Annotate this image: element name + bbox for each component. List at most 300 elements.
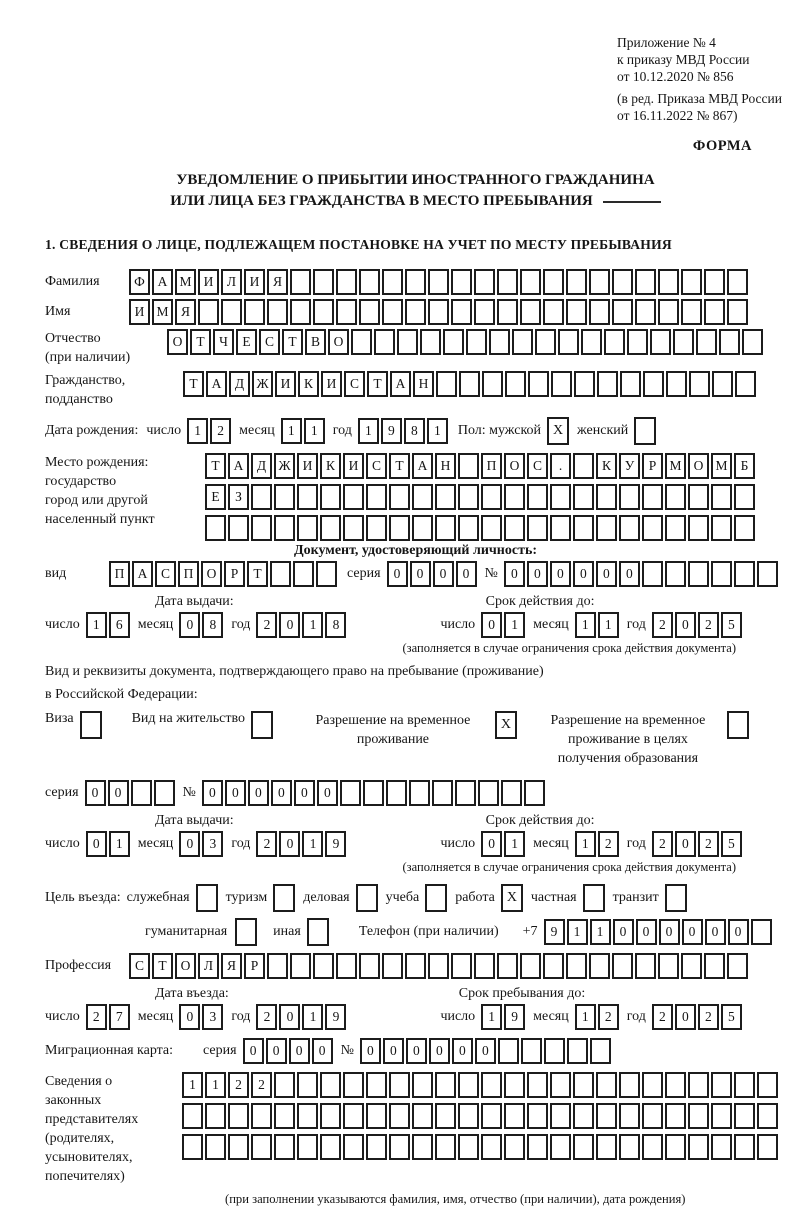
form-cell[interactable]: [412, 515, 433, 541]
form-cell[interactable]: [757, 1103, 778, 1129]
form-cell[interactable]: 0: [279, 612, 300, 638]
form-cell[interactable]: [366, 484, 387, 510]
form-cell[interactable]: 2: [652, 612, 673, 638]
form-cell[interactable]: [596, 484, 617, 510]
form-cell[interactable]: [521, 1038, 542, 1064]
form-cell[interactable]: [196, 884, 218, 912]
form-cell[interactable]: [267, 953, 288, 979]
form-cell[interactable]: [290, 953, 311, 979]
form-cell[interactable]: [274, 1134, 295, 1160]
form-cell[interactable]: [751, 919, 772, 945]
form-cell[interactable]: 0: [429, 1038, 450, 1064]
form-cell[interactable]: [711, 561, 732, 587]
form-cell[interactable]: [497, 269, 518, 295]
form-cell[interactable]: [627, 329, 648, 355]
form-cell[interactable]: [340, 780, 361, 806]
form-cell[interactable]: [297, 484, 318, 510]
form-cell[interactable]: А: [152, 269, 173, 295]
form-cell[interactable]: [435, 1103, 456, 1129]
form-cell[interactable]: [612, 269, 633, 295]
form-cell[interactable]: 1: [86, 612, 107, 638]
form-cell[interactable]: Я: [175, 299, 196, 325]
form-cell[interactable]: 0: [289, 1038, 310, 1064]
form-cell[interactable]: 1: [182, 1072, 203, 1098]
form-cell[interactable]: [642, 1134, 663, 1160]
form-cell[interactable]: [363, 780, 384, 806]
form-cell[interactable]: [566, 299, 587, 325]
form-cell[interactable]: [428, 299, 449, 325]
form-cell[interactable]: [619, 515, 640, 541]
form-cell[interactable]: П: [109, 561, 130, 587]
form-cell[interactable]: [711, 515, 732, 541]
form-cell[interactable]: [535, 329, 556, 355]
form-cell[interactable]: [425, 884, 447, 912]
form-cell[interactable]: [658, 953, 679, 979]
form-cell[interactable]: [497, 299, 518, 325]
form-cell[interactable]: 8: [325, 612, 346, 638]
form-cell[interactable]: 9: [325, 1004, 346, 1030]
form-cell[interactable]: 0: [202, 780, 223, 806]
form-cell[interactable]: К: [320, 453, 341, 479]
form-cell[interactable]: [550, 1103, 571, 1129]
form-cell[interactable]: [504, 484, 525, 510]
form-cell[interactable]: [658, 269, 679, 295]
form-cell[interactable]: 0: [243, 1038, 264, 1064]
form-cell[interactable]: [290, 299, 311, 325]
form-cell[interactable]: [221, 299, 242, 325]
form-cell[interactable]: 0: [294, 780, 315, 806]
form-cell[interactable]: 2: [598, 1004, 619, 1030]
form-cell[interactable]: 2: [256, 1004, 277, 1030]
form-cell[interactable]: 6: [109, 612, 130, 638]
form-cell[interactable]: [458, 515, 479, 541]
form-cell[interactable]: [734, 1072, 755, 1098]
form-cell[interactable]: [688, 1134, 709, 1160]
form-cell[interactable]: [596, 515, 617, 541]
form-cell[interactable]: 1: [590, 919, 611, 945]
form-cell[interactable]: 0: [705, 919, 726, 945]
form-cell[interactable]: [642, 1072, 663, 1098]
form-cell[interactable]: [359, 269, 380, 295]
form-cell[interactable]: [205, 1134, 226, 1160]
form-cell[interactable]: [734, 515, 755, 541]
form-cell[interactable]: И: [343, 453, 364, 479]
form-cell[interactable]: [558, 329, 579, 355]
form-cell[interactable]: [527, 515, 548, 541]
form-cell[interactable]: Р: [224, 561, 245, 587]
form-cell[interactable]: 1: [427, 418, 448, 444]
form-cell[interactable]: [458, 1072, 479, 1098]
form-cell[interactable]: Т: [190, 329, 211, 355]
form-cell[interactable]: [681, 269, 702, 295]
form-cell[interactable]: [634, 417, 656, 445]
form-cell[interactable]: [581, 329, 602, 355]
form-cell[interactable]: X: [501, 884, 523, 912]
form-cell[interactable]: [619, 484, 640, 510]
form-cell[interactable]: [270, 561, 291, 587]
form-cell[interactable]: [359, 953, 380, 979]
form-cell[interactable]: [481, 1103, 502, 1129]
form-cell[interactable]: [489, 329, 510, 355]
form-cell[interactable]: [405, 953, 426, 979]
form-cell[interactable]: [642, 484, 663, 510]
form-cell[interactable]: [665, 515, 686, 541]
form-cell[interactable]: [550, 515, 571, 541]
form-cell[interactable]: 0: [728, 919, 749, 945]
form-cell[interactable]: [382, 953, 403, 979]
form-cell[interactable]: [228, 515, 249, 541]
form-cell[interactable]: [566, 953, 587, 979]
form-cell[interactable]: [574, 371, 595, 397]
form-cell[interactable]: [573, 1134, 594, 1160]
form-cell[interactable]: 0: [179, 831, 200, 857]
form-cell[interactable]: [589, 269, 610, 295]
form-cell[interactable]: [336, 953, 357, 979]
form-cell[interactable]: [389, 1072, 410, 1098]
form-cell[interactable]: [412, 1103, 433, 1129]
form-cell[interactable]: Д: [251, 453, 272, 479]
form-cell[interactable]: 1: [575, 831, 596, 857]
form-cell[interactable]: П: [481, 453, 502, 479]
form-cell[interactable]: 0: [279, 1004, 300, 1030]
form-cell[interactable]: [274, 1103, 295, 1129]
form-cell[interactable]: 1: [598, 612, 619, 638]
form-cell[interactable]: [366, 515, 387, 541]
form-cell[interactable]: М: [152, 299, 173, 325]
form-cell[interactable]: [642, 561, 663, 587]
form-cell[interactable]: [389, 1134, 410, 1160]
form-cell[interactable]: [386, 780, 407, 806]
form-cell[interactable]: С: [155, 561, 176, 587]
form-cell[interactable]: Н: [413, 371, 434, 397]
form-cell[interactable]: 1: [504, 831, 525, 857]
form-cell[interactable]: И: [244, 269, 265, 295]
form-cell[interactable]: У: [619, 453, 640, 479]
form-cell[interactable]: [420, 329, 441, 355]
form-cell[interactable]: [474, 953, 495, 979]
form-cell[interactable]: [409, 780, 430, 806]
form-cell[interactable]: [251, 1134, 272, 1160]
form-cell[interactable]: [435, 1072, 456, 1098]
form-cell[interactable]: И: [297, 453, 318, 479]
form-cell[interactable]: 2: [698, 831, 719, 857]
form-cell[interactable]: 0: [636, 919, 657, 945]
form-cell[interactable]: [512, 329, 533, 355]
form-cell[interactable]: [313, 269, 334, 295]
form-cell[interactable]: [235, 918, 257, 946]
form-cell[interactable]: 2: [652, 831, 673, 857]
form-cell[interactable]: [336, 269, 357, 295]
form-cell[interactable]: Я: [267, 269, 288, 295]
form-cell[interactable]: М: [665, 453, 686, 479]
form-cell[interactable]: 0: [682, 919, 703, 945]
form-cell[interactable]: [727, 711, 749, 739]
form-cell[interactable]: [566, 269, 587, 295]
form-cell[interactable]: И: [321, 371, 342, 397]
form-cell[interactable]: 1: [109, 831, 130, 857]
form-cell[interactable]: [619, 1072, 640, 1098]
form-cell[interactable]: С: [259, 329, 280, 355]
form-cell[interactable]: [351, 329, 372, 355]
form-cell[interactable]: 8: [202, 612, 223, 638]
form-cell[interactable]: [228, 1103, 249, 1129]
form-cell[interactable]: [366, 1072, 387, 1098]
form-cell[interactable]: [313, 953, 334, 979]
form-cell[interactable]: [482, 371, 503, 397]
form-cell[interactable]: 7: [109, 1004, 130, 1030]
form-cell[interactable]: 0: [456, 561, 477, 587]
form-cell[interactable]: [527, 1072, 548, 1098]
form-cell[interactable]: 1: [304, 418, 325, 444]
form-cell[interactable]: [635, 299, 656, 325]
form-cell[interactable]: 0: [410, 561, 431, 587]
form-cell[interactable]: [589, 953, 610, 979]
form-cell[interactable]: [451, 299, 472, 325]
form-cell[interactable]: О: [688, 453, 709, 479]
form-cell[interactable]: [688, 515, 709, 541]
form-cell[interactable]: [478, 780, 499, 806]
form-cell[interactable]: [612, 299, 633, 325]
form-cell[interactable]: [727, 299, 748, 325]
form-cell[interactable]: 2: [228, 1072, 249, 1098]
form-cell[interactable]: С: [129, 953, 150, 979]
form-cell[interactable]: [182, 1134, 203, 1160]
form-cell[interactable]: [274, 1072, 295, 1098]
form-cell[interactable]: 0: [179, 612, 200, 638]
form-cell[interactable]: [366, 1103, 387, 1129]
form-cell[interactable]: [80, 711, 102, 739]
form-cell[interactable]: И: [275, 371, 296, 397]
form-cell[interactable]: [719, 329, 740, 355]
form-cell[interactable]: Б: [734, 453, 755, 479]
form-cell[interactable]: [527, 484, 548, 510]
form-cell[interactable]: [432, 780, 453, 806]
form-cell[interactable]: 0: [383, 1038, 404, 1064]
form-cell[interactable]: А: [132, 561, 153, 587]
form-cell[interactable]: [688, 561, 709, 587]
form-cell[interactable]: [696, 329, 717, 355]
form-cell[interactable]: [458, 453, 479, 479]
form-cell[interactable]: [205, 515, 226, 541]
form-cell[interactable]: [757, 1072, 778, 1098]
form-cell[interactable]: [757, 1134, 778, 1160]
form-cell[interactable]: [643, 371, 664, 397]
form-cell[interactable]: 0: [527, 561, 548, 587]
form-cell[interactable]: [734, 1134, 755, 1160]
form-cell[interactable]: 2: [698, 1004, 719, 1030]
form-cell[interactable]: [757, 561, 778, 587]
form-cell[interactable]: [228, 1134, 249, 1160]
form-cell[interactable]: [389, 484, 410, 510]
form-cell[interactable]: .: [550, 453, 571, 479]
form-cell[interactable]: 0: [266, 1038, 287, 1064]
form-cell[interactable]: [620, 371, 641, 397]
form-cell[interactable]: [597, 371, 618, 397]
form-cell[interactable]: З: [228, 484, 249, 510]
form-cell[interactable]: К: [596, 453, 617, 479]
form-cell[interactable]: [313, 299, 334, 325]
form-cell[interactable]: [274, 515, 295, 541]
form-cell[interactable]: Р: [244, 953, 265, 979]
form-cell[interactable]: 1: [281, 418, 302, 444]
form-cell[interactable]: [504, 1103, 525, 1129]
form-cell[interactable]: [374, 329, 395, 355]
form-cell[interactable]: [336, 299, 357, 325]
form-cell[interactable]: [290, 269, 311, 295]
form-cell[interactable]: [550, 1134, 571, 1160]
form-cell[interactable]: 5: [721, 1004, 742, 1030]
form-cell[interactable]: [520, 269, 541, 295]
form-cell[interactable]: [689, 371, 710, 397]
form-cell[interactable]: [596, 1134, 617, 1160]
form-cell[interactable]: [596, 1072, 617, 1098]
form-cell[interactable]: [704, 953, 725, 979]
form-cell[interactable]: [412, 1134, 433, 1160]
form-cell[interactable]: [734, 1103, 755, 1129]
form-cell[interactable]: [297, 1072, 318, 1098]
form-cell[interactable]: [412, 484, 433, 510]
form-cell[interactable]: [458, 1103, 479, 1129]
form-cell[interactable]: [501, 780, 522, 806]
form-cell[interactable]: [307, 918, 329, 946]
form-cell[interactable]: Н: [435, 453, 456, 479]
form-cell[interactable]: [466, 329, 487, 355]
form-cell[interactable]: [481, 484, 502, 510]
form-cell[interactable]: 0: [312, 1038, 333, 1064]
form-cell[interactable]: [681, 299, 702, 325]
form-cell[interactable]: [573, 1103, 594, 1129]
form-cell[interactable]: [673, 329, 694, 355]
form-cell[interactable]: О: [175, 953, 196, 979]
form-cell[interactable]: 8: [404, 418, 425, 444]
form-cell[interactable]: [550, 484, 571, 510]
form-cell[interactable]: [320, 484, 341, 510]
form-cell[interactable]: [666, 371, 687, 397]
form-cell[interactable]: [504, 515, 525, 541]
form-cell[interactable]: С: [366, 453, 387, 479]
form-cell[interactable]: 0: [475, 1038, 496, 1064]
form-cell[interactable]: [589, 299, 610, 325]
form-cell[interactable]: [405, 299, 426, 325]
form-cell[interactable]: [497, 953, 518, 979]
form-cell[interactable]: 0: [317, 780, 338, 806]
form-cell[interactable]: [320, 515, 341, 541]
form-cell[interactable]: Л: [198, 953, 219, 979]
form-cell[interactable]: [727, 953, 748, 979]
form-cell[interactable]: [711, 1134, 732, 1160]
form-cell[interactable]: 1: [504, 612, 525, 638]
form-cell[interactable]: А: [412, 453, 433, 479]
form-cell[interactable]: [527, 1134, 548, 1160]
form-cell[interactable]: [524, 780, 545, 806]
form-cell[interactable]: [742, 329, 763, 355]
form-cell[interactable]: Р: [642, 453, 663, 479]
form-cell[interactable]: [428, 953, 449, 979]
form-cell[interactable]: 2: [598, 831, 619, 857]
form-cell[interactable]: 0: [108, 780, 129, 806]
form-cell[interactable]: [635, 269, 656, 295]
form-cell[interactable]: [735, 371, 756, 397]
form-cell[interactable]: О: [328, 329, 349, 355]
form-cell[interactable]: Т: [183, 371, 204, 397]
form-cell[interactable]: [274, 484, 295, 510]
form-cell[interactable]: [543, 953, 564, 979]
form-cell[interactable]: С: [527, 453, 548, 479]
form-cell[interactable]: [573, 1072, 594, 1098]
form-cell[interactable]: 9: [504, 1004, 525, 1030]
form-cell[interactable]: X: [547, 417, 569, 445]
form-cell[interactable]: [397, 329, 418, 355]
form-cell[interactable]: М: [711, 453, 732, 479]
form-cell[interactable]: [711, 484, 732, 510]
form-cell[interactable]: 2: [698, 612, 719, 638]
form-cell[interactable]: [297, 515, 318, 541]
form-cell[interactable]: 0: [596, 561, 617, 587]
form-cell[interactable]: Ф: [129, 269, 150, 295]
form-cell[interactable]: [665, 1072, 686, 1098]
form-cell[interactable]: 0: [675, 612, 696, 638]
form-cell[interactable]: [612, 953, 633, 979]
form-cell[interactable]: [520, 953, 541, 979]
form-cell[interactable]: [498, 1038, 519, 1064]
form-cell[interactable]: [205, 1103, 226, 1129]
form-cell[interactable]: [665, 561, 686, 587]
form-cell[interactable]: О: [504, 453, 525, 479]
form-cell[interactable]: [251, 484, 272, 510]
form-cell[interactable]: [635, 953, 656, 979]
form-cell[interactable]: [131, 780, 152, 806]
form-cell[interactable]: [481, 1134, 502, 1160]
form-cell[interactable]: 2: [652, 1004, 673, 1030]
form-cell[interactable]: [343, 484, 364, 510]
form-cell[interactable]: [543, 299, 564, 325]
form-cell[interactable]: Л: [221, 269, 242, 295]
form-cell[interactable]: [382, 269, 403, 295]
form-cell[interactable]: 3: [202, 831, 223, 857]
form-cell[interactable]: 0: [613, 919, 634, 945]
form-cell[interactable]: [251, 515, 272, 541]
form-cell[interactable]: [583, 884, 605, 912]
form-cell[interactable]: [573, 453, 594, 479]
form-cell[interactable]: [267, 299, 288, 325]
form-cell[interactable]: Т: [152, 953, 173, 979]
form-cell[interactable]: [550, 1072, 571, 1098]
form-cell[interactable]: [451, 953, 472, 979]
form-cell[interactable]: [727, 269, 748, 295]
form-cell[interactable]: [520, 299, 541, 325]
form-cell[interactable]: [704, 269, 725, 295]
form-cell[interactable]: [504, 1134, 525, 1160]
form-cell[interactable]: А: [228, 453, 249, 479]
form-cell[interactable]: [366, 1134, 387, 1160]
form-cell[interactable]: 0: [86, 831, 107, 857]
form-cell[interactable]: [297, 1134, 318, 1160]
form-cell[interactable]: [474, 299, 495, 325]
form-cell[interactable]: 2: [256, 612, 277, 638]
form-cell[interactable]: [650, 329, 671, 355]
form-cell[interactable]: [481, 1072, 502, 1098]
form-cell[interactable]: 2: [210, 418, 231, 444]
form-cell[interactable]: [551, 371, 572, 397]
form-cell[interactable]: [711, 1072, 732, 1098]
form-cell[interactable]: 1: [205, 1072, 226, 1098]
form-cell[interactable]: [443, 329, 464, 355]
form-cell[interactable]: О: [167, 329, 188, 355]
form-cell[interactable]: [527, 1103, 548, 1129]
form-cell[interactable]: [681, 953, 702, 979]
form-cell[interactable]: П: [178, 561, 199, 587]
form-cell[interactable]: 1: [481, 1004, 502, 1030]
